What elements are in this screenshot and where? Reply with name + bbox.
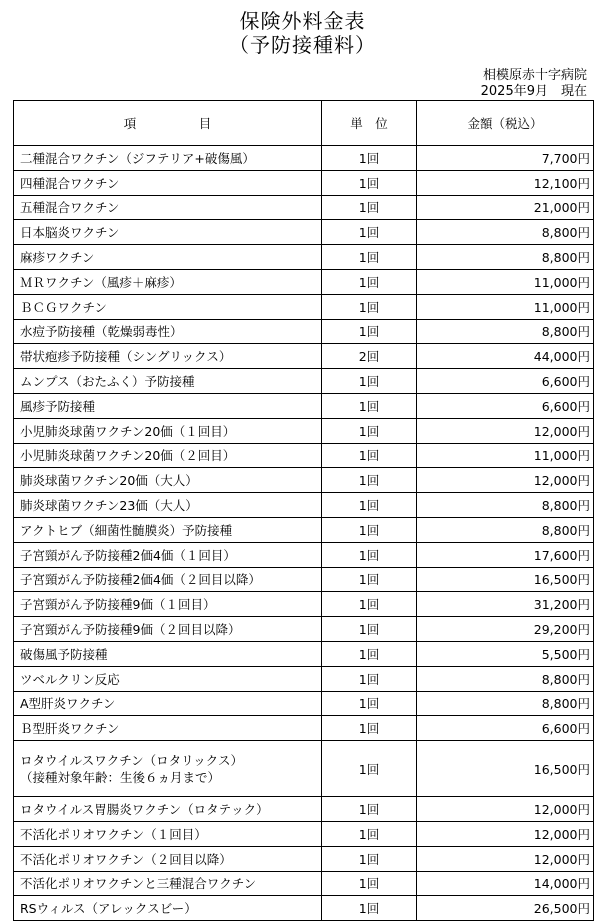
- table-row: [14, 846, 594, 871]
- row-item: ムンプス（おたふく）予防接種: [14, 369, 322, 394]
- table-row: [14, 617, 594, 642]
- row-price: 14,000円: [417, 871, 594, 896]
- table-row: [14, 269, 594, 294]
- table-row: [14, 220, 594, 245]
- table-row: [14, 418, 594, 443]
- row-unit: 1回: [322, 846, 417, 871]
- row-unit: 1回: [322, 220, 417, 245]
- row-unit: 1回: [322, 418, 417, 443]
- price-table: [13, 100, 594, 921]
- table-row: [14, 871, 594, 896]
- row-unit: 1回: [322, 691, 417, 716]
- row-unit: 1回: [322, 369, 417, 394]
- table-row: [14, 821, 594, 846]
- page-subtitle: （予防接種料）: [229, 33, 376, 57]
- table-row: [14, 567, 594, 592]
- row-price: 12,000円: [417, 846, 594, 871]
- row-item: 肺炎球菌ワクチン23価（大人）: [14, 493, 322, 518]
- row-item: 麻疹ワクチン: [14, 245, 322, 270]
- row-item: 小児肺炎球菌ワクチン20価（２回目）: [14, 443, 322, 468]
- row-unit: 1回: [322, 592, 417, 617]
- table-header-row: [14, 101, 594, 146]
- table-row: [14, 493, 594, 518]
- row-price: 8,800円: [417, 493, 594, 518]
- row-price: 11,000円: [417, 269, 594, 294]
- row-price: 8,800円: [417, 319, 594, 344]
- row-item: 破傷風予防接種: [14, 641, 322, 666]
- row-item: ＢＣＧワクチン: [14, 294, 322, 319]
- row-item: Ｂ型肝炎ワクチン: [14, 716, 322, 741]
- row-unit: 2回: [322, 344, 417, 369]
- row-unit: 1回: [322, 245, 417, 270]
- table-row: [14, 245, 594, 270]
- row-price: 21,000円: [417, 195, 594, 220]
- row-item: 子宮頸がん予防接種2価4価（２回目以降）: [14, 567, 322, 592]
- row-item: ツベルクリン反応: [14, 666, 322, 691]
- row-price: 8,800円: [417, 245, 594, 270]
- table-row: [14, 294, 594, 319]
- row-item: 四種混合ワクチン: [14, 170, 322, 195]
- header-price: 金額（税込）: [417, 101, 594, 146]
- row-item: 子宮頸がん予防接種2価4価（１回目）: [14, 542, 322, 567]
- table-row: [14, 896, 594, 921]
- row-item: アクトヒブ（細菌性髄膜炎）予防接種: [14, 517, 322, 542]
- row-unit: 1回: [322, 797, 417, 822]
- row-price: 26,500円: [417, 896, 594, 921]
- table-row: [14, 691, 594, 716]
- row-price: 12,100円: [417, 170, 594, 195]
- row-price: 8,800円: [417, 220, 594, 245]
- row-price: 11,000円: [417, 443, 594, 468]
- table-row: [14, 319, 594, 344]
- row-price: 16,500円: [417, 741, 594, 797]
- row-item: 肺炎球菌ワクチン20価（大人）: [14, 468, 322, 493]
- table-row: [14, 716, 594, 741]
- as-of-date: 2025年9月 現在: [480, 84, 587, 99]
- table-row: [14, 443, 594, 468]
- table-row: [14, 517, 594, 542]
- row-price: 6,600円: [417, 716, 594, 741]
- table-row: [14, 468, 594, 493]
- row-unit: 1回: [322, 517, 417, 542]
- row-item: 不活化ポリオワクチン（２回目以降）: [14, 846, 322, 871]
- row-item: 不活化ポリオワクチン（１回目）: [14, 821, 322, 846]
- row-unit: 1回: [322, 269, 417, 294]
- row-unit: 1回: [322, 617, 417, 642]
- row-unit: 1回: [322, 195, 417, 220]
- row-unit: 1回: [322, 468, 417, 493]
- page-title: 保険外料金表: [239, 9, 366, 33]
- row-unit: 1回: [322, 896, 417, 921]
- row-price: 7,700円: [417, 146, 594, 171]
- row-item: 日本脳炎ワクチン: [14, 220, 322, 245]
- row-price: 5,500円: [417, 641, 594, 666]
- row-unit: 1回: [322, 146, 417, 171]
- row-price: 8,800円: [417, 691, 594, 716]
- row-unit: 1回: [322, 319, 417, 344]
- row-unit: 1回: [322, 567, 417, 592]
- row-price: 8,800円: [417, 666, 594, 691]
- row-unit: 1回: [322, 443, 417, 468]
- row-item: [14, 741, 322, 797]
- header-unit: 単 位: [322, 101, 417, 146]
- table-row: [14, 393, 594, 418]
- table-row: [14, 195, 594, 220]
- row-unit: 1回: [322, 493, 417, 518]
- table-row: [14, 666, 594, 691]
- table-row: [14, 170, 594, 195]
- table-row: [14, 741, 594, 797]
- row-price: 12,000円: [417, 468, 594, 493]
- row-price: 44,000円: [417, 344, 594, 369]
- row-price: 12,000円: [417, 797, 594, 822]
- table-row: [14, 146, 594, 171]
- header-item: 項 目: [14, 101, 322, 146]
- row-item-name: ロタウイルスワクチン（ロタリックス）: [20, 752, 244, 768]
- row-unit: 1回: [322, 741, 417, 797]
- row-item: 二種混合ワクチン（ジフテリア+破傷風）: [14, 146, 322, 171]
- row-unit: 1回: [322, 716, 417, 741]
- table-row: [14, 542, 594, 567]
- row-price: 12,000円: [417, 418, 594, 443]
- row-price: 8,800円: [417, 517, 594, 542]
- row-unit: 1回: [322, 641, 417, 666]
- table-row: [14, 641, 594, 666]
- row-item: ＭＲワクチン（風疹＋麻疹）: [14, 269, 322, 294]
- row-item: 水痘予防接種（乾燥弱毒性）: [14, 319, 322, 344]
- row-price: 31,200円: [417, 592, 594, 617]
- row-price: 16,500円: [417, 567, 594, 592]
- row-item: 帯状疱疹予防接種（シングリックス）: [14, 344, 322, 369]
- row-item: ロタウイルス胃腸炎ワクチン（ロタテック）: [14, 797, 322, 822]
- row-item: 子宮頸がん予防接種9価（１回目）: [14, 592, 322, 617]
- row-price: 17,600円: [417, 542, 594, 567]
- row-item: 不活化ポリオワクチンと三種混合ワクチン: [14, 871, 322, 896]
- row-price: 12,000円: [417, 821, 594, 846]
- row-unit: 1回: [322, 821, 417, 846]
- row-price: 29,200円: [417, 617, 594, 642]
- row-item-note: （接種対象年齢：生後６ヵ月まで）: [20, 769, 221, 785]
- row-unit: 1回: [322, 170, 417, 195]
- hospital-name: 相模原赤十字病院: [482, 68, 587, 83]
- row-unit: 1回: [322, 542, 417, 567]
- row-item: 風疹予防接種: [14, 393, 322, 418]
- table-row: [14, 797, 594, 822]
- table-row: [14, 369, 594, 394]
- row-unit: 1回: [322, 393, 417, 418]
- row-item: 小児肺炎球菌ワクチン20価（１回目）: [14, 418, 322, 443]
- row-item: 子宮頸がん予防接種9価（２回目以降）: [14, 617, 322, 642]
- row-price: 6,600円: [417, 369, 594, 394]
- row-price: 6,600円: [417, 393, 594, 418]
- row-item: A型肝炎ワクチン: [14, 691, 322, 716]
- table-row: [14, 592, 594, 617]
- row-unit: 1回: [322, 871, 417, 896]
- row-item: RSウィルス（アレックスビー）: [14, 896, 322, 921]
- row-price: 11,000円: [417, 294, 594, 319]
- row-unit: 1回: [322, 666, 417, 691]
- row-unit: 1回: [322, 294, 417, 319]
- table-row: [14, 344, 594, 369]
- row-item: 五種混合ワクチン: [14, 195, 322, 220]
